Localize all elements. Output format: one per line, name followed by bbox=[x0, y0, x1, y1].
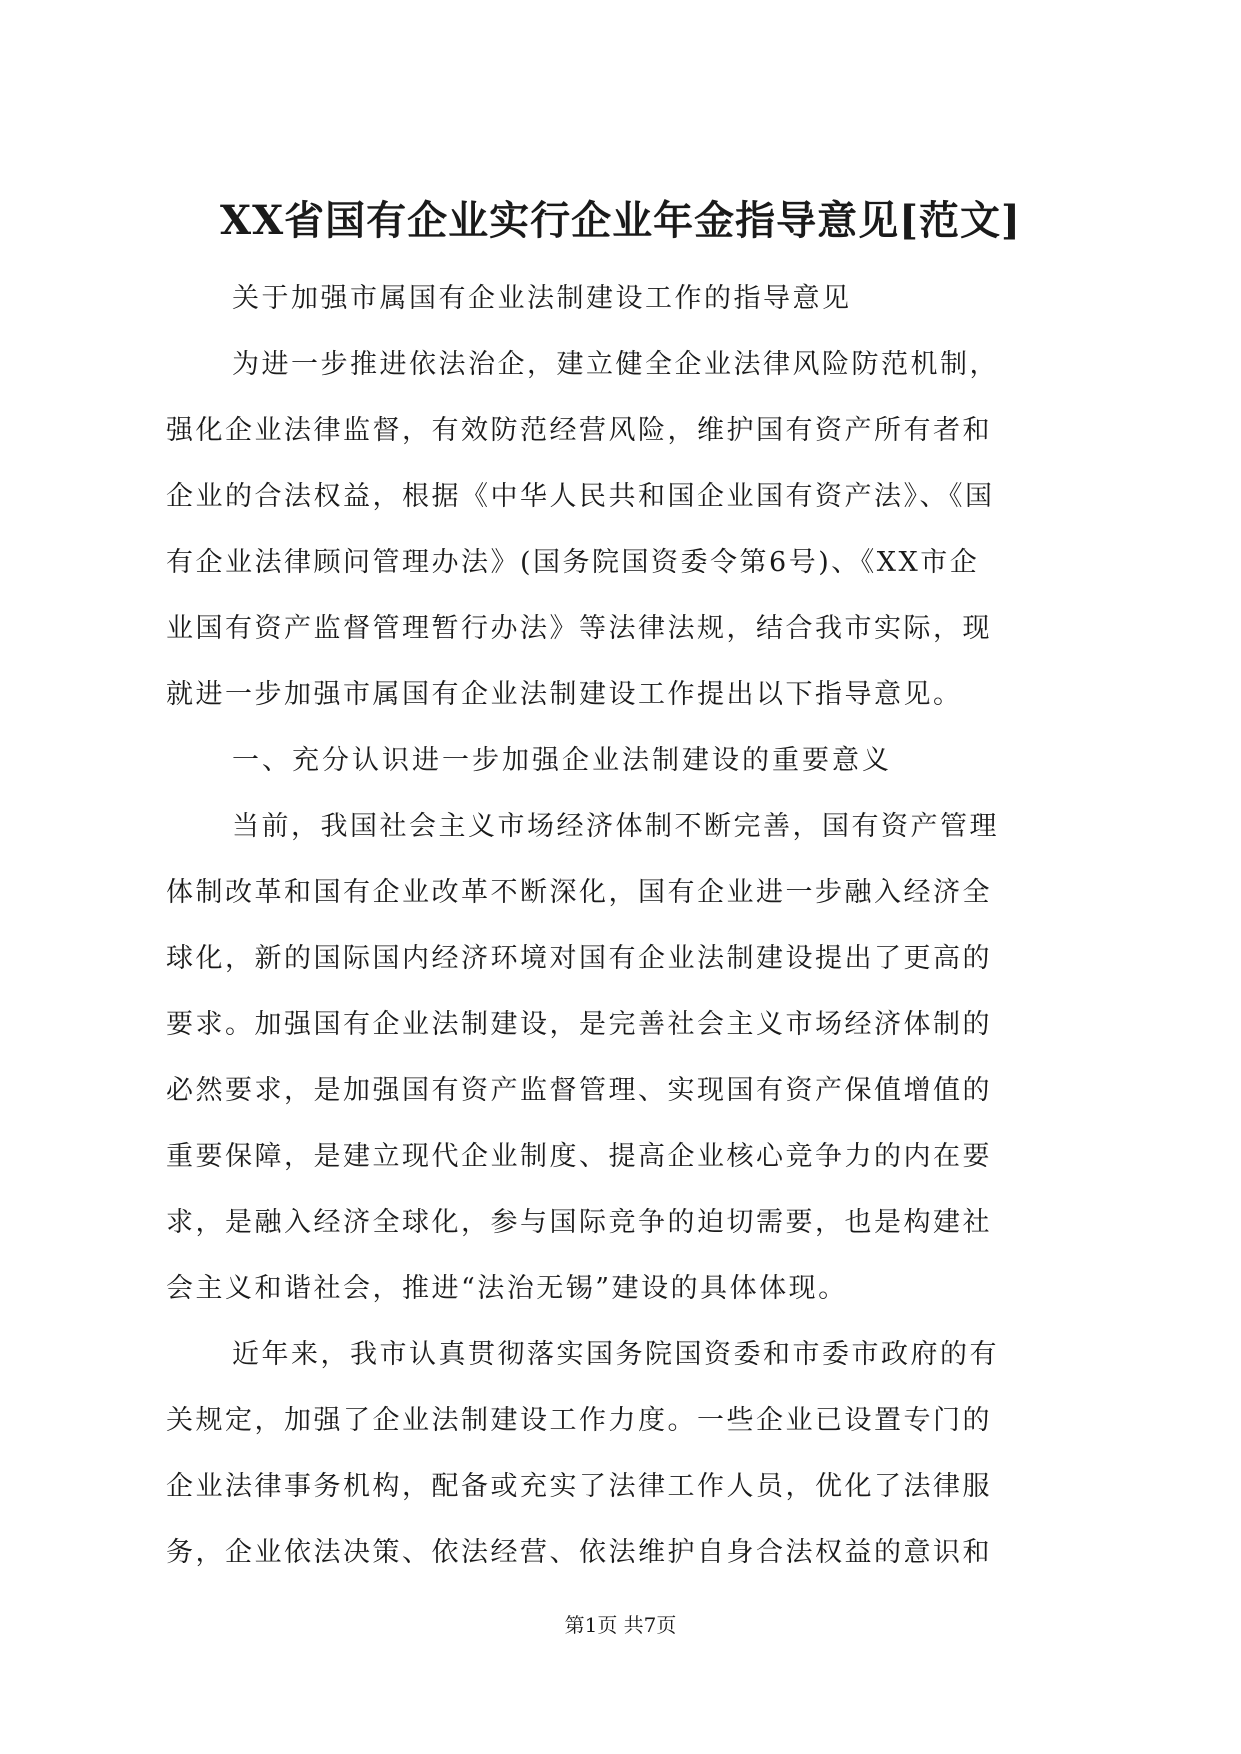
text-line: 有企业法律顾问管理办法》(国务院国资委令第6号)、《XX市企 bbox=[166, 547, 980, 578]
text-line: 必然要求，是加强国有资产监督管理、实现国有资产保值增值的 bbox=[166, 1075, 992, 1106]
text-line: 重要保障，是建立现代企业制度、提高企业核心竞争力的内在要 bbox=[166, 1141, 992, 1172]
document-body bbox=[166, 266, 1076, 1586]
text-line: 当前，我国社会主义市场经济体制不断完善，国有资产管理 bbox=[232, 811, 999, 842]
text-line: 会主义和谐社会，推进“法治无锡”建设的具体体现。 bbox=[166, 1273, 848, 1304]
text-line: 为进一步推进依法治企，建立健全企业法律风险防范机制， bbox=[232, 349, 999, 380]
text-line: 业国有资产监督管理暂行办法》等法律法规，结合我市实际，现 bbox=[166, 613, 992, 644]
subtitle-paragraph bbox=[166, 266, 1076, 332]
text-line: 关于加强市属国有企业法制建设工作的指导意见 bbox=[232, 283, 852, 314]
text-line: 球化，新的国际国内经济环境对国有企业法制建设提出了更高的 bbox=[166, 943, 992, 974]
text-line: 强化企业法律监督，有效防范经营风险，维护国有资产所有者和 bbox=[166, 415, 992, 446]
section-heading bbox=[166, 728, 1076, 794]
intro-paragraph bbox=[166, 332, 1076, 728]
text-line: 企业法律事务机构，配备或充实了法律工作人员，优化了法律服 bbox=[166, 1471, 992, 1502]
document-title: XX省国有企业实行企业年金指导意见[范文] bbox=[220, 197, 1021, 244]
body-paragraph bbox=[166, 1322, 1076, 1586]
text-line: 要求。加强国有企业法制建设，是完善社会主义市场经济体制的 bbox=[166, 1009, 992, 1040]
body-paragraph bbox=[166, 794, 1076, 1322]
text-line: 一、充分认识进一步加强企业法制建设的重要意义 bbox=[232, 745, 892, 776]
text-line: 就进一步加强市属国有企业法制建设工作提出以下指导意见。 bbox=[166, 679, 963, 710]
page-footer: 第1页 共7页 bbox=[564, 1613, 677, 1637]
text-line: 近年来，我市认真贯彻落实国务院国资委和市委市政府的有 bbox=[232, 1339, 999, 1370]
text-line: 关规定，加强了企业法制建设工作力度。一些企业已设置专门的 bbox=[166, 1405, 992, 1436]
text-line: 务，企业依法决策、依法经营、依法维护自身合法权益的意识和 bbox=[166, 1537, 992, 1568]
text-line: 求，是融入经济全球化，参与国际竞争的迫切需要，也是构建社 bbox=[166, 1207, 992, 1238]
text-line: 企业的合法权益，根据《中华人民共和国企业国有资产法》、《国 bbox=[166, 481, 995, 512]
text-line: 体制改革和国有企业改革不断深化，国有企业进一步融入经济全 bbox=[166, 877, 992, 908]
